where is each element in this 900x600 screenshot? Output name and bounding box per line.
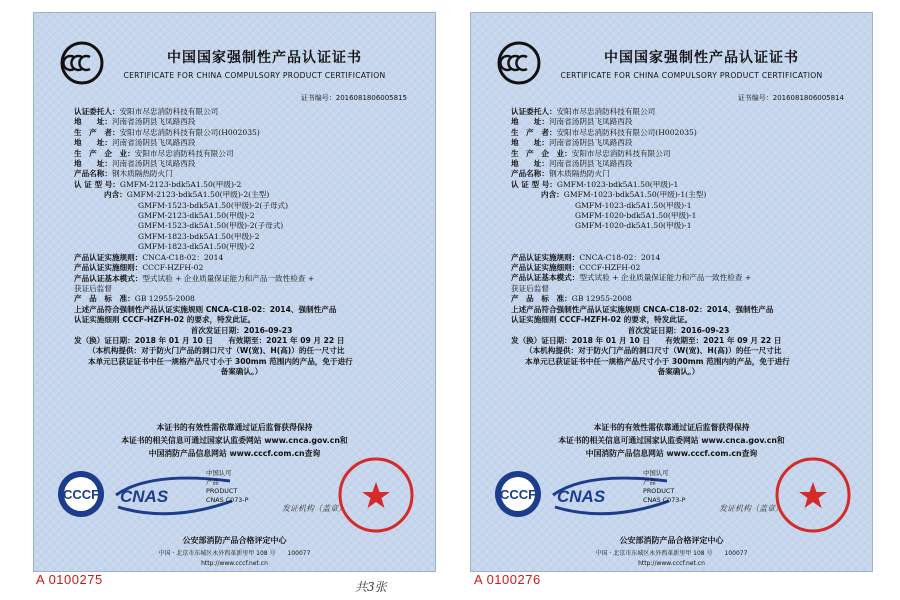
center-website: http://www.cccf.net.cn xyxy=(201,560,268,567)
product-value: 钢木质隔热防火门 xyxy=(111,169,173,179)
entrust-address: 河南省汤阴县飞凤路西段 xyxy=(548,117,633,127)
model-item: GMFM-1523-bdk5A1.50(甲级)-2(子母式) xyxy=(138,200,289,210)
conformity-line-2: 认证实施细则 CCCF-HZFH-02 的要求，特发此证。 xyxy=(74,315,256,325)
cnas-text: CNAS xyxy=(120,487,169,506)
size-note-1: （本机构提供：对于防火门产品的洞口尺寸（W(宽)、H(高)）的任一尺寸比 xyxy=(88,346,345,356)
rule-label: 产品认证实施规则： xyxy=(74,252,143,262)
model-item: GMFM-1020-dk5A1.50(甲级)-1 xyxy=(575,221,692,231)
spacer xyxy=(511,242,846,252)
size-note-3: 备案确认。） xyxy=(657,367,700,377)
producer-address: 河南省汤阴县飞凤路西段 xyxy=(548,138,633,148)
info-line-1: 本证书的相关信息可通过国家认监委网站 www.cnca.gov.cn和 xyxy=(558,436,785,445)
product-label: 产品名称： xyxy=(511,169,549,179)
cert-fields xyxy=(511,107,846,378)
detail-label: 产品认证实施细则： xyxy=(511,263,580,273)
svg-text:CCCF: CCCF xyxy=(62,487,100,502)
detail-label: 产品认证实施细则： xyxy=(74,263,143,273)
models-inner-label: 内含： xyxy=(104,190,127,200)
producer-value: 安阳市尽忠消防科技有限公司(H002035) xyxy=(556,127,697,137)
size-note-2: 本单元已获证证书中任一规格产品尺寸小于 300mm 范围内的产品，免于进行 xyxy=(525,356,790,366)
address-label: 地 址： xyxy=(74,159,112,169)
producer-value: 安阳市尽忠消防科技有限公司(H002035) xyxy=(119,127,260,137)
cnas-text: CNAS xyxy=(557,487,606,506)
model-item: GMFM-1023-dk5A1.50(甲级)-1 xyxy=(575,200,692,210)
recognition-line: 中国认可 xyxy=(206,469,232,477)
cert-number: 证书编号：2016081806005814 xyxy=(737,94,844,102)
rule-value: CNCA-C18-02：2014 xyxy=(142,252,224,262)
address-label: 地 址： xyxy=(511,117,549,127)
entrust-address: 河南省汤阴县飞凤路西段 xyxy=(111,117,196,127)
size-note-1: （本机构提供：对于防火门产品的洞口尺寸（W(宽)、H(高)）的任一尺寸比 xyxy=(525,346,782,356)
product-value: 钢木质隔热防火门 xyxy=(548,169,610,179)
cert-title-en: CERTIFICATE FOR CHINA COMPULSORY PRODUCT CERTIFICATION xyxy=(560,71,823,80)
address-label: 地 址： xyxy=(74,138,112,148)
model-item: GMFM-1823-bdk5A1.50(甲级)-2 xyxy=(138,231,260,241)
models-inner-label: 内含： xyxy=(541,190,564,200)
info-line-2: 中国消防产品信息网站 www.cccf.com.cn查询 xyxy=(148,449,321,458)
recognition-line: PRODUCT xyxy=(643,487,675,495)
serial-number-left: A 0100275 xyxy=(36,572,103,587)
issuing-center-name: 公安部消防产品合格评定中心 xyxy=(619,536,724,545)
model-item: GMFM-1023-bdk5A1.50(甲级)-1(主型) xyxy=(563,190,707,200)
entrust-label: 认证委托人： xyxy=(74,107,120,116)
factory-label: 生 产 企 业： xyxy=(74,148,135,158)
cert-title-cn: 中国国家强制性产品认证证书 xyxy=(167,50,362,66)
entrust-label: 认证委托人： xyxy=(511,107,557,116)
certificate-left xyxy=(33,12,436,572)
issue-validity-line: 发（换）证日期：2018 年 01 月 10 日 有效期至：2021 年 09 月 22 日 xyxy=(511,335,782,345)
entrust-value: 安阳市尽忠消防科技有限公司 xyxy=(556,107,656,116)
serial-number-right: A 0100276 xyxy=(474,572,541,587)
info-line-2: 中国消防产品信息网站 www.cccf.com.cn查询 xyxy=(585,449,758,458)
detail-value: CCCF-HZFH-02 xyxy=(579,263,641,273)
mode-value-cont: 获证后监督 xyxy=(74,283,112,293)
recognition-line: CNAS C073-P xyxy=(206,496,249,504)
producer-label: 生 产 者： xyxy=(511,127,557,137)
logo-row xyxy=(56,467,416,527)
validity-note: 本证书的有效性需依靠通过证后监督获得保持 xyxy=(593,423,750,432)
recognition-line: 产品 xyxy=(206,478,219,486)
cert-fields xyxy=(74,107,409,378)
rule-label: 产品认证实施规则： xyxy=(511,252,580,262)
center-address: 中国 · 北京市东城区永外西革新里甲 108 号 100077 xyxy=(158,550,311,557)
factory-address: 河南省汤阴县飞凤路西段 xyxy=(548,159,633,169)
model-item: GMFM-1523-dk5A1.50(甲级)-2(子母式) xyxy=(138,221,284,231)
mode-label: 产品认证基本模式： xyxy=(74,273,143,283)
recognition-line: CNAS C073-P xyxy=(643,496,686,504)
mode-value: 型式试验 + 企业质量保证能力和产品一致性检查 + xyxy=(142,273,315,283)
first-issue-date: 首次发证日期：2016-09-23 xyxy=(627,325,730,335)
cert-title-cn: 中国国家强制性产品认证证书 xyxy=(604,50,799,66)
recognition-line: PRODUCT xyxy=(206,487,238,495)
size-note-3: 备案确认。） xyxy=(220,367,263,377)
issuing-center-name: 公安部消防产品合格评定中心 xyxy=(182,536,287,545)
model-item: GMFM-2123-bdk5A1.50(甲级)-2(主型) xyxy=(126,190,270,200)
first-issue-date: 首次发证日期：2016-09-23 xyxy=(190,325,293,335)
cert-number: 证书编号：2016081806005815 xyxy=(300,94,407,102)
cccf-emblem-icon xyxy=(493,469,543,519)
cccf-emblem-icon xyxy=(56,469,106,519)
official-seal-icon xyxy=(773,455,853,535)
standard-label: 产 品 标 准： xyxy=(511,294,572,304)
cert-title-en: CERTIFICATE FOR CHINA COMPULSORY PRODUCT CERTIFICATION xyxy=(123,71,386,80)
certificate-right xyxy=(470,12,873,572)
spacer xyxy=(511,232,846,242)
detail-value: CCCF-HZFH-02 xyxy=(142,263,204,273)
rule-value: CNCA-C18-02：2014 xyxy=(579,252,661,262)
issuer-sign-label: 发证机构（盖章） xyxy=(282,504,346,513)
info-line-1: 本证书的相关信息可通过国家认监委网站 www.cnca.gov.cn和 xyxy=(121,436,348,445)
model-item: GMFM-1823-dk5A1.50(甲级)-2 xyxy=(138,242,255,252)
conformity-line-1: 上述产品符合强制性产品认证实施规则 CNCA-C18-02：2014、强制性产品 xyxy=(74,304,337,314)
factory-value: 安阳市尽忠消防科技有限公司 xyxy=(571,148,671,158)
recognition-block xyxy=(206,469,249,505)
entrust-value: 安阳市尽忠消防科技有限公司 xyxy=(119,107,219,116)
recognition-line: 中国认可 xyxy=(643,469,669,477)
product-label: 产品名称： xyxy=(74,169,112,179)
model-item: GMFM-2123-bdk5A1.50(甲级)-2 xyxy=(119,179,242,189)
recognition-block xyxy=(643,469,686,505)
address-label: 地 址： xyxy=(74,117,112,127)
official-seal-icon xyxy=(336,455,416,535)
model-item: GMFM-1020-bdk5A1.50(甲级)-1 xyxy=(575,211,697,221)
standard-value: GB 12955-2008 xyxy=(134,294,195,304)
svg-text:CCCF: CCCF xyxy=(499,487,537,502)
recognition-line: 产品 xyxy=(643,478,656,486)
conformity-line-2: 认证实施细则 CCCF-HZFH-02 的要求，特发此证。 xyxy=(511,315,693,325)
factory-value: 安阳市尽忠消防科技有限公司 xyxy=(134,148,234,158)
validity-note: 本证书的有效性需依靠通过证后监督获得保持 xyxy=(156,423,313,432)
factory-label: 生 产 企 业： xyxy=(511,148,572,158)
conformity-line-1: 上述产品符合强制性产品认证实施规则 CNCA-C18-02：2014、强制性产品 xyxy=(511,304,774,314)
center-website: http://www.cccf.net.cn xyxy=(638,560,705,567)
address-label: 地 址： xyxy=(511,138,549,148)
address-label: 地 址： xyxy=(511,159,549,169)
issue-validity-line: 发（换）证日期：2018 年 01 月 10 日 有效期至：2021 年 09 月 22 日 xyxy=(74,335,345,345)
model-item: GMFM-2123-dk5A1.50(甲级)-2 xyxy=(138,211,255,221)
logo-row xyxy=(493,467,853,527)
standard-value: GB 12955-2008 xyxy=(571,294,632,304)
mode-value: 型式试验 + 企业质量保证能力和产品一致性检查 + xyxy=(579,273,752,283)
handwritten-note: 共3张 xyxy=(355,580,387,594)
factory-address: 河南省汤阴县飞凤路西段 xyxy=(111,159,196,169)
issuer-sign-label: 发证机构（盖章） xyxy=(719,504,783,513)
mode-label: 产品认证基本模式： xyxy=(511,273,580,283)
producer-address: 河南省汤阴县飞凤路西段 xyxy=(111,138,196,148)
model-label: 认 证 型 号： xyxy=(511,179,557,189)
size-note-2: 本单元已获证证书中任一规格产品尺寸小于 300mm 范围内的产品，免于进行 xyxy=(88,356,353,366)
mode-value-cont: 获证后监督 xyxy=(511,283,549,293)
standard-label: 产 品 标 准： xyxy=(74,294,135,304)
model-label: 认 证 型 号： xyxy=(74,179,120,189)
center-address: 中国 · 北京市东城区永外西革新里甲 108 号 100077 xyxy=(595,550,748,557)
producer-label: 生 产 者： xyxy=(74,127,120,137)
model-item: GMFM-1023-bdk5A1.50(甲级)-1 xyxy=(556,179,679,189)
